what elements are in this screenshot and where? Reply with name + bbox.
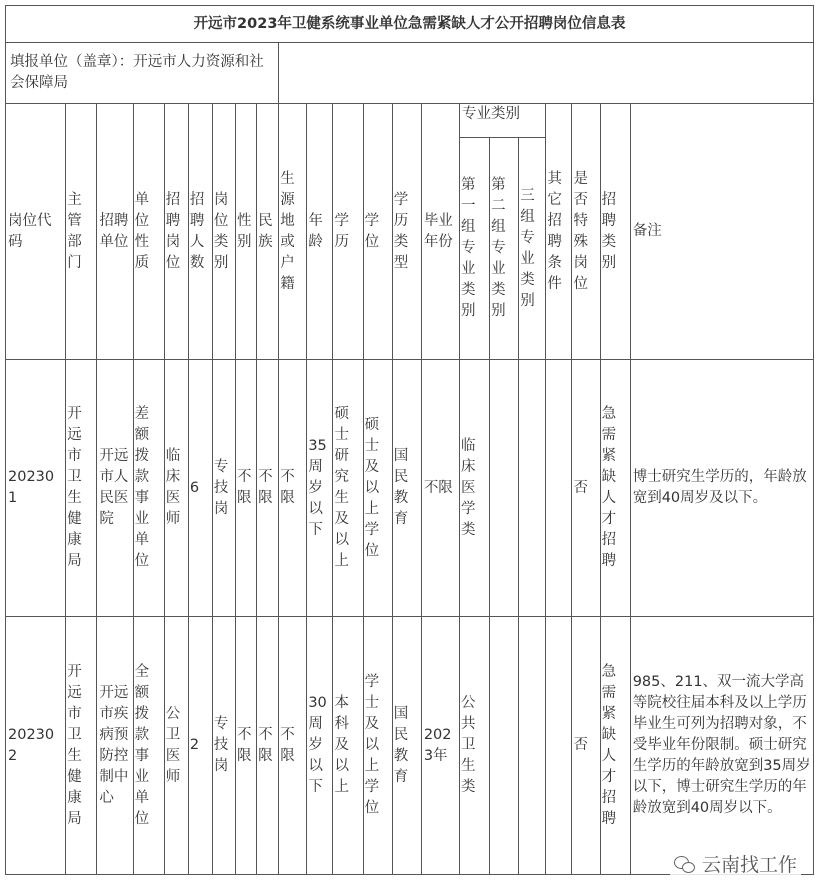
header-major3: 三组专业类别 [519,138,546,360]
header-gender: 性别 [236,104,257,360]
header-count: 招聘人数 [188,104,212,360]
cell-edu-type: 国民教育 [392,617,421,875]
cell-code: 202302 [6,617,66,875]
table-row [6,360,814,617]
cell-post-type: 专技岗 [212,360,235,617]
cell-recruit-type: 急需紧缺人才招聘 [600,617,630,875]
header-origin: 生源地或户籍 [279,104,307,360]
cell-origin: 不限 [279,617,307,875]
cell-employer: 开远市人民医院 [97,360,133,617]
watermark-label: 云南找工作 [701,854,797,876]
cell-major2 [490,360,519,617]
cell-degree: 学士及以上学位 [363,617,392,875]
cell-nature: 全额拨款事业单位 [133,617,164,875]
header-special: 是否特殊岗位 [572,104,600,360]
cell-employer: 开远市疾病预防控制中心 [97,617,133,875]
header-edu-type: 学历类型 [392,104,421,360]
cell-age: 35周岁以下 [307,360,333,617]
cell-recruit-type: 急需紧缺人才招聘 [600,360,630,617]
cell-edu: 本科及以上 [333,617,363,875]
header-dept: 主管部门 [66,104,97,360]
cell-major3 [519,360,546,617]
header-employer: 招聘单位 [97,104,133,360]
cell-major2 [490,617,519,875]
wechat-icon [674,855,696,873]
cell-post-type: 专技岗 [212,617,235,875]
cell-other [546,360,572,617]
header-post-type: 岗位类别 [212,104,235,360]
header-grad-year: 毕业年份 [421,104,459,360]
cell-age: 30周岁以下 [307,617,333,875]
cell-count: 6 [188,360,212,617]
header-post: 招聘岗位 [164,104,188,360]
cell-other [546,617,572,875]
cell-post: 公卫医师 [164,617,188,875]
header-major1: 第一组专业类别 [459,138,489,360]
recruitment-table [5,5,814,875]
header-note: 备注 [630,104,813,360]
table-title: 开远市2023年卫健系统事业单位急需紧缺人才公开招聘岗位信息表 [6,6,814,43]
cell-major3 [519,617,546,875]
header-code: 岗位代码 [6,104,66,360]
cell-grad-year: 2023年 [421,617,459,875]
cell-count: 2 [188,617,212,875]
header-ethnic: 民族 [257,104,279,360]
cell-ethnic: 不限 [257,617,279,875]
watermark [670,848,801,879]
header-age: 年龄 [307,104,333,360]
cell-post: 临床医师 [164,360,188,617]
cell-note: 985、211、双一流大学高等院校往届本科及以上学历毕业生可列为招聘对象，不受毕业年份限制。硕士研究生学历的年龄放宽到35周岁以下，博士研究生学历的年龄放宽到40周岁以下。 [630,617,813,875]
cell-dept: 开远市卫生健康局 [66,360,97,617]
cell-edu: 硕士研究生及以上 [333,360,363,617]
header-edu: 学历 [333,104,363,360]
header-major2: 第二组专业类别 [490,138,519,360]
cell-gender: 不限 [236,360,257,617]
cell-special: 否 [572,360,600,617]
cell-special: 否 [572,617,600,875]
header-nature: 单位性质 [133,104,164,360]
blank-cell [279,43,814,104]
table-row [6,617,814,875]
header-major-group: 专业类别 [459,104,545,138]
cell-note: 博士研究生学历的，年龄放宽到40周岁及以下。 [630,360,813,617]
header-degree: 学位 [363,104,392,360]
cell-grad-year: 不限 [421,360,459,617]
header-other: 其它招聘条件 [546,104,572,360]
cell-dept: 开远市卫生健康局 [66,617,97,875]
cell-major1: 临床医学类 [459,360,489,617]
cell-degree: 硕士及以上学位 [363,360,392,617]
cell-origin: 不限 [279,360,307,617]
reporting-unit: 填报单位（盖章）：开远市人力资源和社会保障局 [6,43,279,104]
cell-gender: 不限 [236,617,257,875]
cell-nature: 差额拨款事业单位 [133,360,164,617]
cell-major1: 公共卫生类 [459,617,489,875]
cell-edu-type: 国民教育 [392,360,421,617]
cell-code: 202301 [6,360,66,617]
header-recruit-type: 招聘类别 [600,104,630,360]
cell-ethnic: 不限 [257,360,279,617]
